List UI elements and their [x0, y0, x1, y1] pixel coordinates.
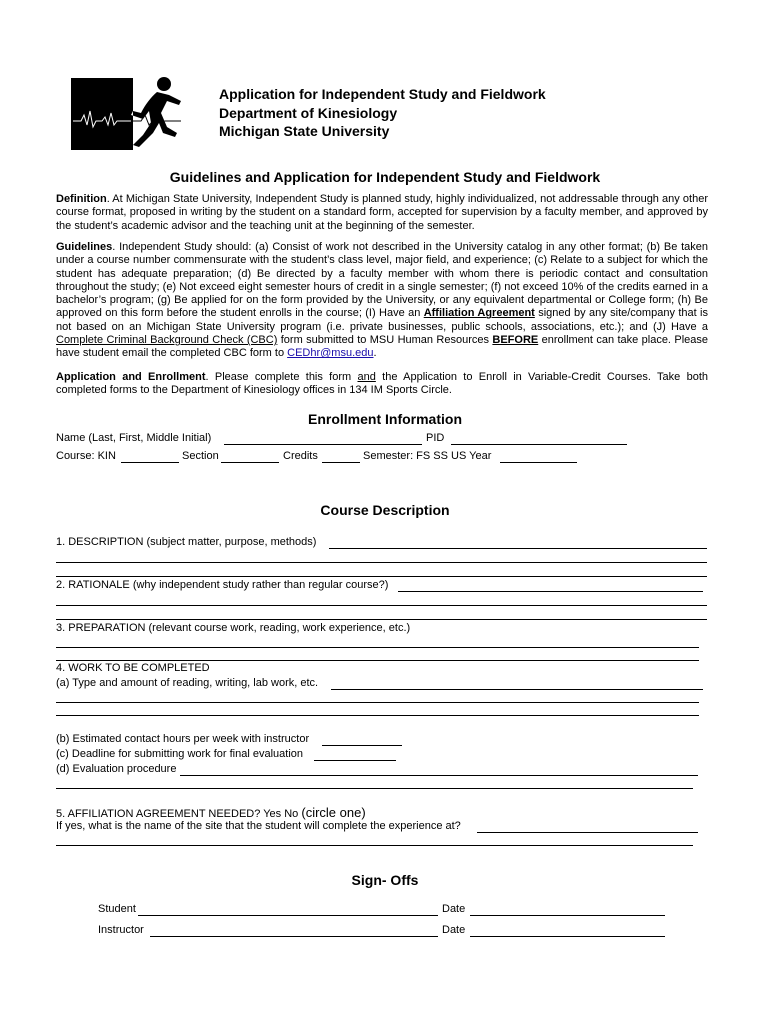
name-field[interactable]: [224, 444, 422, 445]
year-field[interactable]: [500, 462, 577, 463]
cbc-term: Complete Criminal Background Check (CBC): [56, 334, 278, 347]
definition-label: Definition: [56, 193, 107, 205]
guidelines-label: Guidelines: [56, 241, 113, 253]
before-term: BEFORE: [492, 334, 539, 347]
q4c-field[interactable]: [314, 760, 396, 761]
q3-field-line-1[interactable]: [56, 647, 699, 648]
q4d-label: (d) Evaluation procedure: [56, 763, 177, 775]
q2-field-line-1[interactable]: [398, 591, 703, 592]
application-text-2: the Application to Enroll in Variable-Credit Courses. Take both completed forms to the Department of Kinesiology offices in 134 IM Sports Circle.: [56, 371, 708, 397]
q1-field-line-3[interactable]: [56, 576, 707, 577]
definition-paragraph: [56, 193, 708, 233]
q3-field-line-2[interactable]: [56, 660, 699, 661]
guidelines-text-4: enrollment can take place. Please have student email the completed CBC form to: [56, 334, 709, 360]
q4-work-label: 4. WORK TO BE COMPLETED: [56, 662, 210, 674]
q5-text: 5. AFFILIATION AGREEMENT NEEDED? Yes No: [56, 808, 299, 820]
q4d-field-line-1[interactable]: [180, 775, 698, 776]
q2-rationale-label: 2. RATIONALE (why independent study rather than regular course?): [56, 579, 389, 591]
course-description-title: Course Description: [320, 502, 450, 518]
section-field[interactable]: [221, 462, 279, 463]
instructor-date-field[interactable]: [470, 936, 665, 937]
header-department: Department of Kinesiology: [219, 104, 398, 121]
and-term: and: [357, 371, 376, 383]
q4a-field-line-3[interactable]: [56, 715, 699, 716]
definition-text: . At Michigan State University, Independent Study is planned study, highly individualized, not addressable through any other course format, proposed in writing by the student on a standard form, accepted for supervision by a faculty member, and approved by the student’s academic advisor and the teaching unit at the beginning of the semester.: [56, 193, 708, 232]
instructor-label: Instructor: [98, 924, 144, 936]
student-date-field[interactable]: [470, 915, 665, 916]
signoffs-title: Sign- Offs: [351, 872, 419, 888]
q4d-field-line-2[interactable]: [56, 788, 693, 789]
q4c-label: (c) Deadline for submitting work for final evaluation: [56, 748, 304, 760]
q5-site-label: If yes, what is the name of the site that the student will complete the experience at?: [56, 820, 461, 832]
section-label: Section: [182, 450, 219, 462]
student-date-label: Date: [442, 903, 466, 915]
application-paragraph: [56, 371, 708, 398]
q5-site-field-line-2[interactable]: [56, 845, 693, 846]
student-label: Student: [98, 903, 136, 915]
kinesiology-logo: [71, 75, 184, 151]
student-signature-field[interactable]: [138, 915, 438, 916]
name-label: Name (Last, First, Middle Initial): [56, 432, 212, 444]
affiliation-agreement-term: Affiliation Agreement: [423, 307, 535, 320]
q4b-label: (b) Estimated contact hours per week with instructor: [56, 733, 310, 745]
guidelines-text-2: signed by any site/company that is not based on an Michigan State University program (i.e. private businesses, public schools, associations, etc.); and (J) Have a: [56, 307, 708, 333]
guidelines-text-3: form submitted to MSU Human Resources: [277, 334, 493, 347]
q5-site-field-line-1[interactable]: [477, 832, 698, 833]
guidelines-text: . Independent Study should: (a) Consist of work not described in the University catalog in any other format; (b) Be taken under a course number commensurate with the student’s class level, major field, and experience; (c) Relate to a subject for which the student has adequate preparation; (d) Be directed by a faculty member with whom there is periodic contact and consultation throughout the study; (e) Not exceed eight semester hours of credit in a single semester; (f) not exceed 10% of the credits earned in a bachelor’s program; (g) Be applied for on the form provided by the University, or any equivalent departmental or College form; (h) Be approved on this form before the student enrolls in the course; (I) Have an: [56, 241, 708, 320]
header-university: Michigan State University: [219, 123, 390, 139]
q1-field-line-1[interactable]: [329, 548, 707, 549]
q5-affiliation-label: [56, 805, 366, 820]
application-label: Application and Enrollment: [56, 371, 206, 383]
q1-field-line-2[interactable]: [56, 562, 707, 563]
semester-label: Semester: FS SS US Year: [363, 450, 492, 462]
pid-label: PID: [426, 432, 445, 444]
q2-field-line-3[interactable]: [56, 619, 707, 620]
credits-label: Credits: [283, 450, 318, 462]
credits-field[interactable]: [322, 462, 360, 463]
q4a-field-line-1[interactable]: [331, 689, 703, 690]
instructor-date-label: Date: [442, 924, 466, 936]
pid-field[interactable]: [451, 444, 627, 445]
q5-circle-one: (circle one): [301, 805, 366, 820]
form-header: [219, 85, 546, 141]
q4a-label: (a) Type and amount of reading, writing, lab work, etc.: [56, 677, 319, 689]
guidelines-paragraph: [56, 241, 708, 361]
q2-field-line-2[interactable]: [56, 605, 707, 606]
q3-preparation-label: 3. PREPARATION (relevant course work, reading, work experience, etc.): [56, 622, 411, 634]
instructor-signature-field[interactable]: [150, 936, 438, 937]
guidelines-title: Guidelines and Application for Independent Study and Fieldwork: [169, 169, 601, 185]
runner-heartbeat-icon: [71, 75, 184, 151]
header-title: Application for Independent Study and Fieldwork: [219, 86, 546, 102]
q4a-field-line-2[interactable]: [56, 702, 699, 703]
cbc-email-link[interactable]: CEDhr@msu.edu: [287, 347, 374, 360]
course-label: Course: KIN: [56, 450, 116, 462]
course-field[interactable]: [121, 462, 179, 463]
guidelines-text-5: .: [373, 347, 377, 360]
enrollment-title: Enrollment Information: [308, 411, 462, 427]
q1-description-label: 1. DESCRIPTION (subject matter, purpose, methods): [56, 536, 317, 548]
q4b-field[interactable]: [322, 745, 402, 746]
application-text: . Please complete this form: [205, 371, 358, 383]
